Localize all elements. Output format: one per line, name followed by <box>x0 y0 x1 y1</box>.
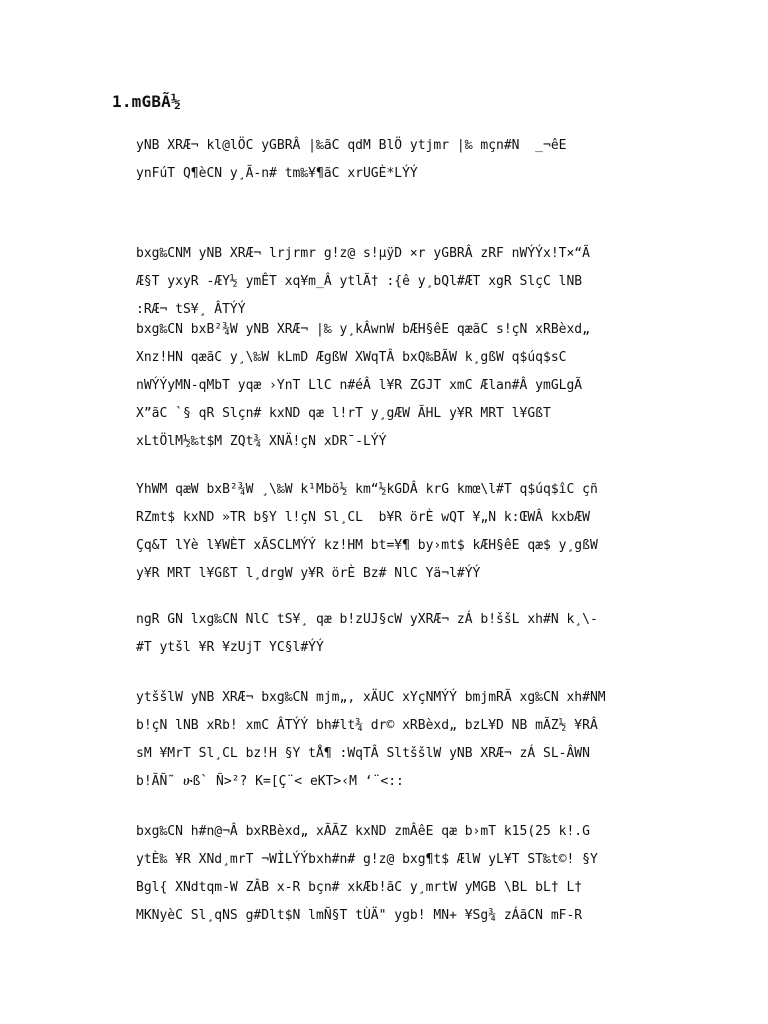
text-line: ynFúT Q¶èCN y¸Ã-n# tm‰¥¶ãC xrUGÈ*LÝÝ <box>136 166 418 181</box>
text-line: bxg‰CN h#n@¬Â bxRBèxd„ xÃÃZ kxND zmÂêE qæ b›mT k15(25 k!.G <box>136 824 590 839</box>
paragraph-7 <box>136 818 696 930</box>
text-line: ngR GN lxg‰CN NlC tS¥¸ qæ b!zUJ§cW yXRÆ¬ zÁ b!ššL xh#N k¸\- <box>136 612 598 627</box>
paragraph-4 <box>136 476 696 588</box>
paragraph-5 <box>136 606 696 662</box>
text-line: ytÈ‰ ¥R XNd¸mrT ¬WÌLÝÝbxh#n# g!z@ bxg¶t$ ÆlW yL¥T ST‰t©! §Y <box>136 852 598 867</box>
text-line: yNB XRÆ¬ kl@lÖC yGBRÂ |‰ãC qdM BlÖ ytjmr |‰ mçn#N _¬êE <box>136 138 567 153</box>
text-line: RZmt$ kxND »TR b§Y l!çN Sl¸CL b¥R örÈ wQT ¥„N k:ŒWÂ kxbÆW <box>136 510 590 525</box>
text-line: xLtÖlM½‰t$M ZQt¾ XNÄ!çN xDR¯‑LÝÝ <box>136 434 387 449</box>
text-line: bxg‰CNM yNB XRÆ¬ lrjrmr g!z@ s!µÿD ×r yGBRÂ zRF nWÝÝx!T×“Ã <box>136 246 590 261</box>
paragraph-6 <box>136 684 696 796</box>
section-heading: 1.mGBÃ½ <box>112 92 181 111</box>
text-line: ytššlW yNB XRÆ¬ bxg‰CN mjm„, xÄUC xYçNMÝÝ bmjmRÃ xg‰CN xh#NM <box>136 690 606 705</box>
text-line: y¥R MRT l¥GßT l¸drgW y¥R örÈ Bz# NlC Yä¬l#ÝÝ <box>136 566 481 581</box>
text-line: b!çN lNB xRb! xmC ÂTÝÝ bh#lt¾ dr© xRBèxd„ bzL¥D NB mÃZ½ ¥RÂ <box>136 718 598 733</box>
text-line: #T ytšl ¥R ¥zUjT YC§l#ÝÝ <box>136 640 324 655</box>
paragraph-1 <box>136 132 696 188</box>
text-line: Bgl{ XNdtqm-W ZÂB x-R bçn# xkÆb!ãC y¸mrtW yMGB \BL bL† L† <box>136 880 583 895</box>
text-line: bxg‰CN bxB²¾W yNB XRÆ¬ |‰ y¸kÂwnW bÆH§êE qæãC s!çN xRBèxd„ <box>136 322 590 337</box>
text-line: b!ÃÑ˜ ሁß` Ñ>²? K=[Ç¨< eKT>‹M ‘¨<:: <box>136 774 404 789</box>
paragraph-3 <box>136 316 696 456</box>
paragraph-2 <box>136 240 696 324</box>
text-line: :RÆ¬ tS¥¸ ÂTÝÝ <box>136 302 246 317</box>
text-line: Çq&T lYè l¥WÈT xÃSCLMÝÝ kz!HM bt=¥¶ by›mt$ kÆH§êE qæ$ y¸gßW <box>136 538 598 553</box>
text-line: YhWM qæW bxB²¾W ¸\‰W k¹Mbö½ km“½kGDÂ krG kmœ\l#T q$úq$îC çñ <box>136 482 598 497</box>
text-line: Xnz!HN qæãC y¸\‰W kLmD ÆgßW XWqTÂ bxQ‰BÃW k¸gßW q$úq$sC <box>136 350 567 365</box>
text-line: sM ¥MrT Sl¸CL bz!H §Y tÅ¶ :WqTÂ SltššlW yNB XRÆ¬ zÁ SL-ÂWN <box>136 746 590 761</box>
text-line: Æ§T yxyR -ÆY½ ymÊT xq¥m_Â ytlÃ† :{ê y¸bQl#ÆT xgR SlçC lNB <box>136 274 583 289</box>
text-line: MKNyèC Sl¸qNS g#Dlt$N lmÑ§T tÙÄ" ygb! MN+ ¥Sg¾ zÁãCN mF-R <box>136 908 583 923</box>
text-line: X”ãC `§ qR Slçn# kxND qæ l!rT y¸gÆW ÃHL y¥R MRT l¥GßT <box>136 406 551 421</box>
text-line: nWÝÝyMN-qMbT yqæ ›YnT LlC n#éÂ l¥R ZGJT xmC Ælan#Â ymGLgÃ <box>136 378 583 393</box>
